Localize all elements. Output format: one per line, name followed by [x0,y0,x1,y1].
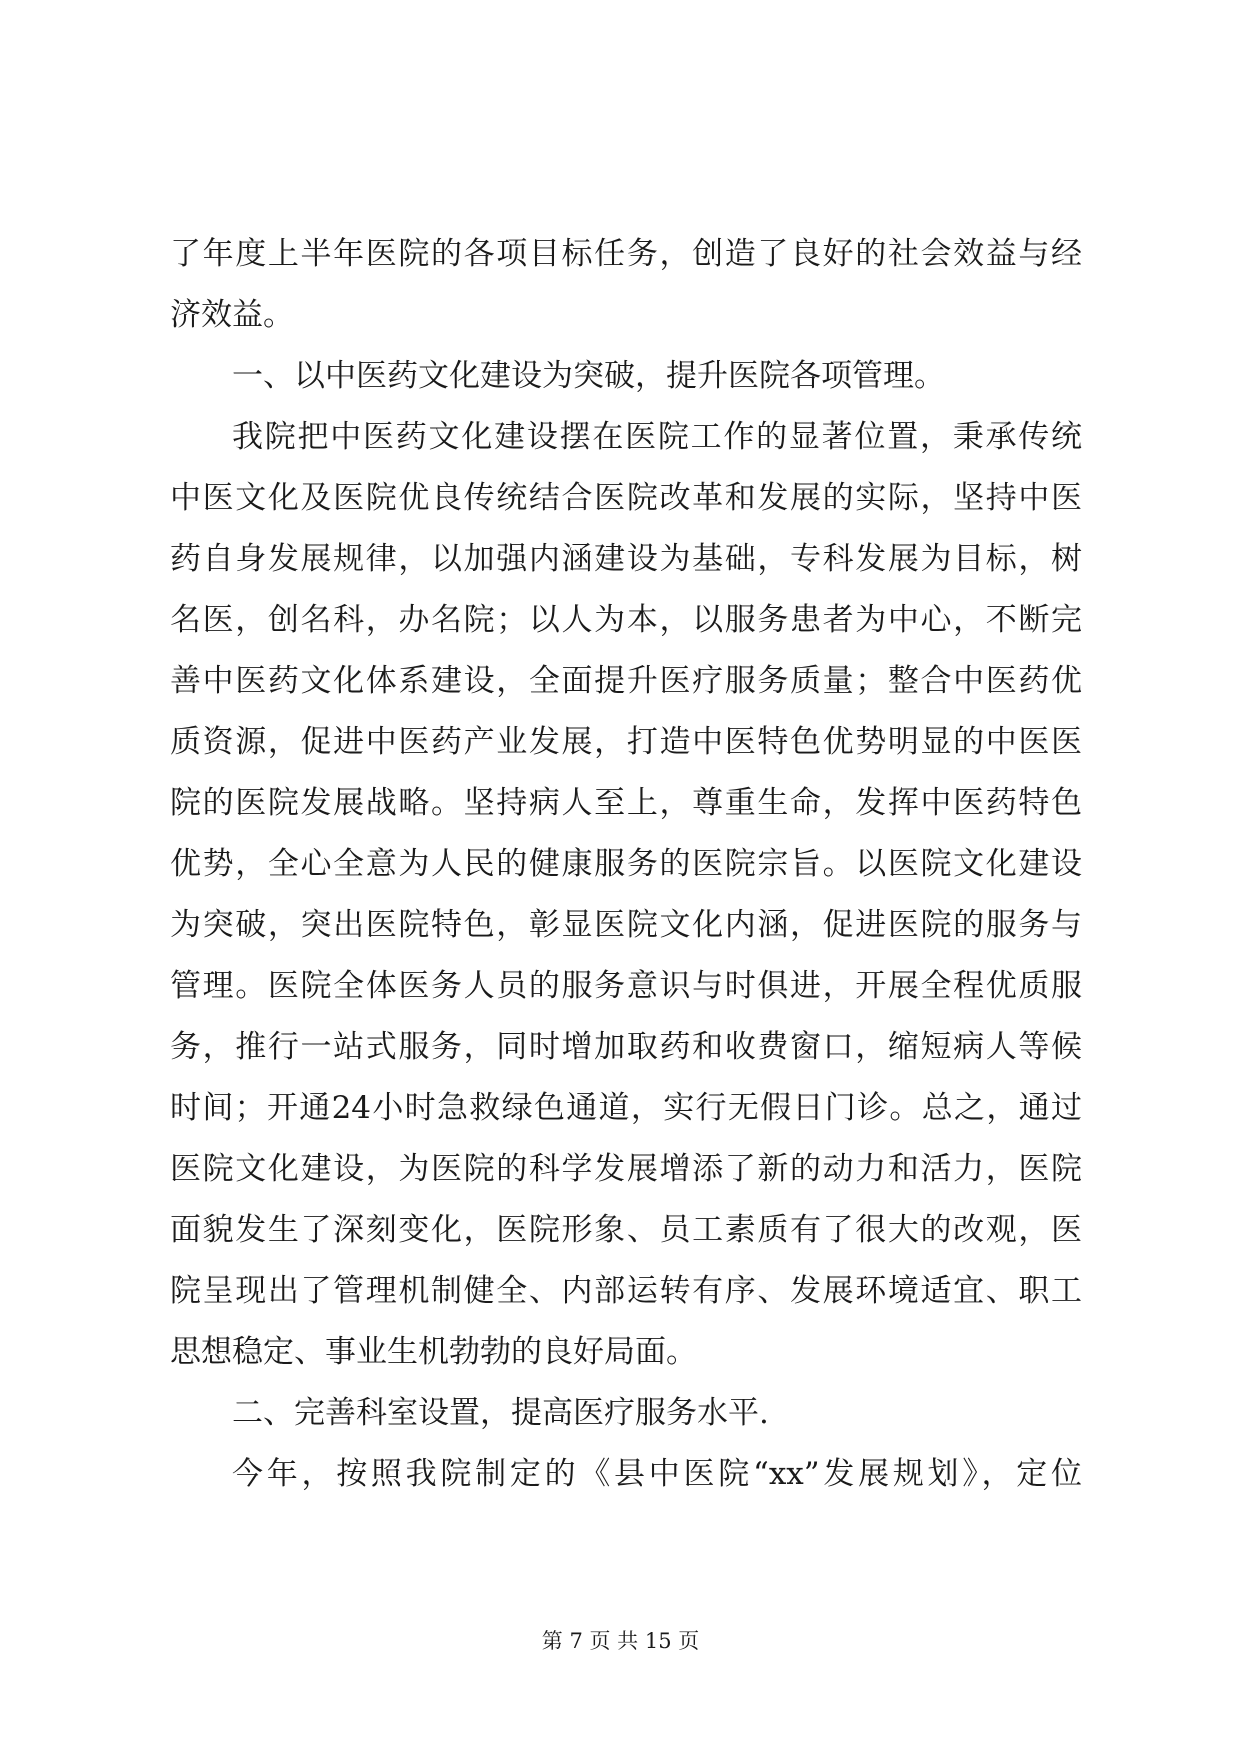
text-line: 院呈现出了管理机制健全、内部运转有序、发展环境适宜、职工 [170,1273,1082,1309]
text-line: 思想稳定、事业生机勃勃的良好局面。 [170,1334,697,1370]
body-text [170,224,1082,1505]
text-line: 善中医药文化体系建设，全面提升医疗服务质量；整合中医药优 [170,663,1082,699]
text-line: 院的医院发展战略。坚持病人至上，尊重生命，发挥中医药特色 [170,785,1082,821]
text-line: 今年，按照我院制定的《县中医院“xx”发展规划》，定位 [232,1456,1082,1492]
text-line: 名医，创名科，办名院；以人为本，以服务患者为中心，不断完 [170,602,1082,638]
text-line: 优势，全心全意为人民的健康服务的医院宗旨。以医院文化建设 [170,846,1082,882]
text-line: 面貌发生了深刻变化，医院形象、员工素质有了很大的改观，医 [170,1212,1082,1248]
section-heading: 一、以中医药文化建设为突破，提升医院各项管理。 [232,358,945,394]
text-line: 我院把中医药文化建设摆在医院工作的显著位置，秉承传统 [232,419,1082,455]
text-line: 时间；开通24小时急救绿色通道，实行无假日门诊。总之，通过 [170,1090,1082,1126]
text-line: 了年度上半年医院的各项目标任务，创造了良好的社会效益与经 [170,236,1082,272]
text-line: 中医文化及医院优良传统结合医院改革和发展的实际，坚持中医 [170,480,1082,516]
text-line: 管理。医院全体医务人员的服务意识与时俱进，开展全程优质服 [170,968,1082,1004]
section-heading: 二、完善科室设置，提高医疗服务水平. [232,1395,769,1431]
page-number: 第 7 页 共 15 页 [541,1629,700,1653]
text-line: 质资源，促进中医药产业发展，打造中医特色优势明显的中医医 [170,724,1082,760]
text-line: 药自身发展规律，以加强内涵建设为基础，专科发展为目标，树 [170,541,1082,577]
text-line: 为突破，突出医院特色，彰显医院文化内涵，促进医院的服务与 [170,907,1082,943]
text-line: 医院文化建设，为医院的科学发展增添了新的动力和活力，医院 [170,1151,1082,1187]
text-line: 务，推行一站式服务，同时增加取药和收费窗口，缩短病人等候 [170,1029,1082,1065]
text-line: 济效益。 [170,297,294,333]
